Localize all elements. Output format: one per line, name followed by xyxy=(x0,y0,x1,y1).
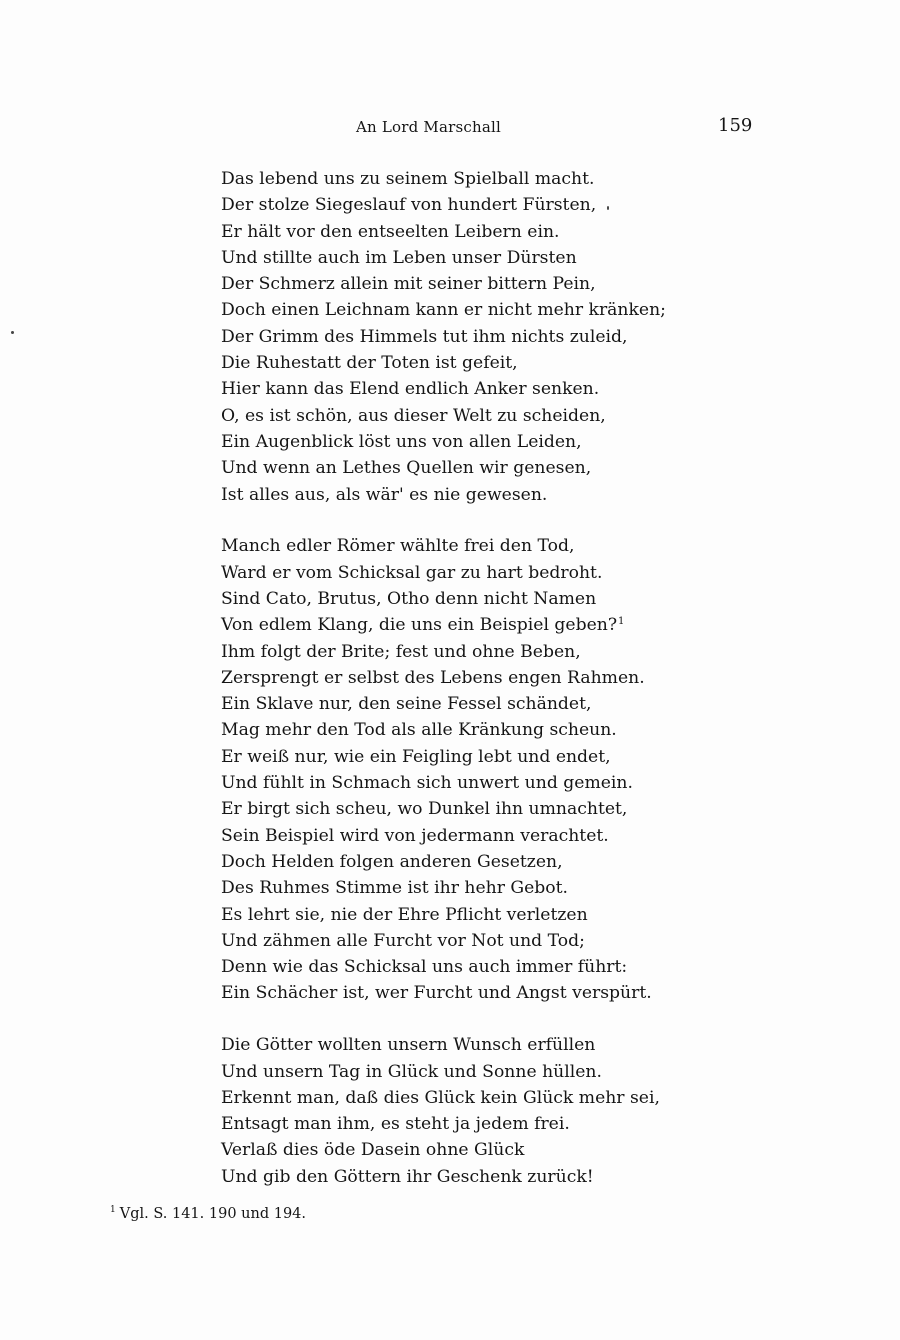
verse-line-with-footnote xyxy=(221,612,741,638)
verse-line: Das lebend uns zu seinem Spielball macht. xyxy=(221,169,595,189)
stanza-3 xyxy=(221,1032,741,1190)
verse-line: O, es ist schön, aus dieser Welt zu scheiden, xyxy=(221,405,606,426)
verse-line: Manch edler Römer wählte frei den Tod, xyxy=(221,536,575,557)
page-number: 159 xyxy=(718,115,753,136)
verse-line: Verlaß dies öde Dasein ohne Glück xyxy=(221,1140,525,1161)
verse-line: Sein Beispiel wird von jedermann verachtet. xyxy=(221,825,609,846)
print-speck xyxy=(607,206,609,210)
stanza-1 xyxy=(221,166,741,508)
verse-line: Und wenn an Lethes Quellen wir genesen, xyxy=(221,458,592,479)
print-speck xyxy=(11,331,14,334)
verse-line: Er weiß nur, wie ein Feigling lebt und endet, xyxy=(221,746,611,767)
verse-line: Ihm folgt der Brite; fest und ohne Beben, xyxy=(221,641,581,662)
footnote-text: Vgl. S. 141. 190 und 194. xyxy=(119,1206,307,1222)
verse-line: Sind Cato, Brutus, Otho denn nicht Namen xyxy=(221,588,597,609)
verse-line: Ward er vom Schicksal gar zu hart bedroht. xyxy=(221,562,603,583)
verse-line: Doch einen Leichnam kann er nicht mehr kränken; xyxy=(221,300,666,321)
verse-line: Ein Augenblick löst uns von allen Leiden, xyxy=(221,431,582,452)
verse-line: Der Grimm des Himmels tut ihm nichts zuleid, xyxy=(221,326,628,347)
footnote-number: 1 xyxy=(110,1205,116,1216)
verse-line: Der Schmerz allein mit seiner bittern Pein, xyxy=(221,274,596,295)
verse-line: Die Götter wollten unsern Wunsch erfüllen xyxy=(221,1035,596,1056)
verse-line: Ein Sklave nur, den seine Fessel schändet, xyxy=(221,694,592,715)
verse-line: Mag mehr den Tod als alle Kränkung scheun. xyxy=(221,720,617,741)
verse-line: Er hält vor den entseelten Leibern ein. xyxy=(221,221,560,242)
verse-line: Des Ruhmes Stimme ist ihr hehr Gebot. xyxy=(221,878,569,899)
verse-line: Erkennt man, daß dies Glück kein Glück mehr sei, xyxy=(221,1087,660,1108)
verse-line: Die Ruhestatt der Toten ist gefeit, xyxy=(221,353,518,374)
verse-line: Er birgt sich scheu, wo Dunkel ihn umnachtet, xyxy=(221,799,628,820)
verse-line: Der stolze Siegeslauf von hundert Fürsten, xyxy=(221,195,597,216)
verse-line: Und fühlt in Schmach sich unwert und gemein. xyxy=(221,773,633,794)
verse-line: Und gib den Göttern ihr Geschenk zurück! xyxy=(221,1166,594,1187)
verse-line: Entsagt man ihm, es steht ja jedem frei. xyxy=(221,1114,570,1135)
footnote xyxy=(110,1206,306,1222)
footnote-reference[interactable]: 1 xyxy=(618,615,625,627)
poem xyxy=(221,166,741,1190)
verse-line: Ist alles aus, als wär' es nie gewesen. xyxy=(221,484,548,505)
verse-line-text: Von edlem Klang, die uns ein Beispiel geben? xyxy=(221,615,618,636)
verse-line: Und unsern Tag in Glück und Sonne hüllen. xyxy=(221,1061,602,1082)
verse-line: Zersprengt er selbst des Lebens engen Rahmen. xyxy=(221,667,645,688)
running-head: An Lord Marschall xyxy=(356,118,501,136)
verse-line: Hier kann das Elend endlich Anker senken. xyxy=(221,379,600,400)
verse-line: Ein Schächer ist, wer Furcht und Angst verspürt. xyxy=(221,983,652,1004)
verse-line: Denn wie das Schicksal uns auch immer führt: xyxy=(221,957,628,978)
verse-line: Doch Helden folgen anderen Gesetzen, xyxy=(221,851,563,872)
verse-line: Und zähmen alle Furcht vor Not und Tod; xyxy=(221,930,585,951)
verse-line: Es lehrt sie, nie der Ehre Pflicht verletzen xyxy=(221,904,588,925)
verse-line: Und stillte auch im Leben unser Dürsten xyxy=(221,247,577,268)
stanza-2 xyxy=(221,533,741,1006)
